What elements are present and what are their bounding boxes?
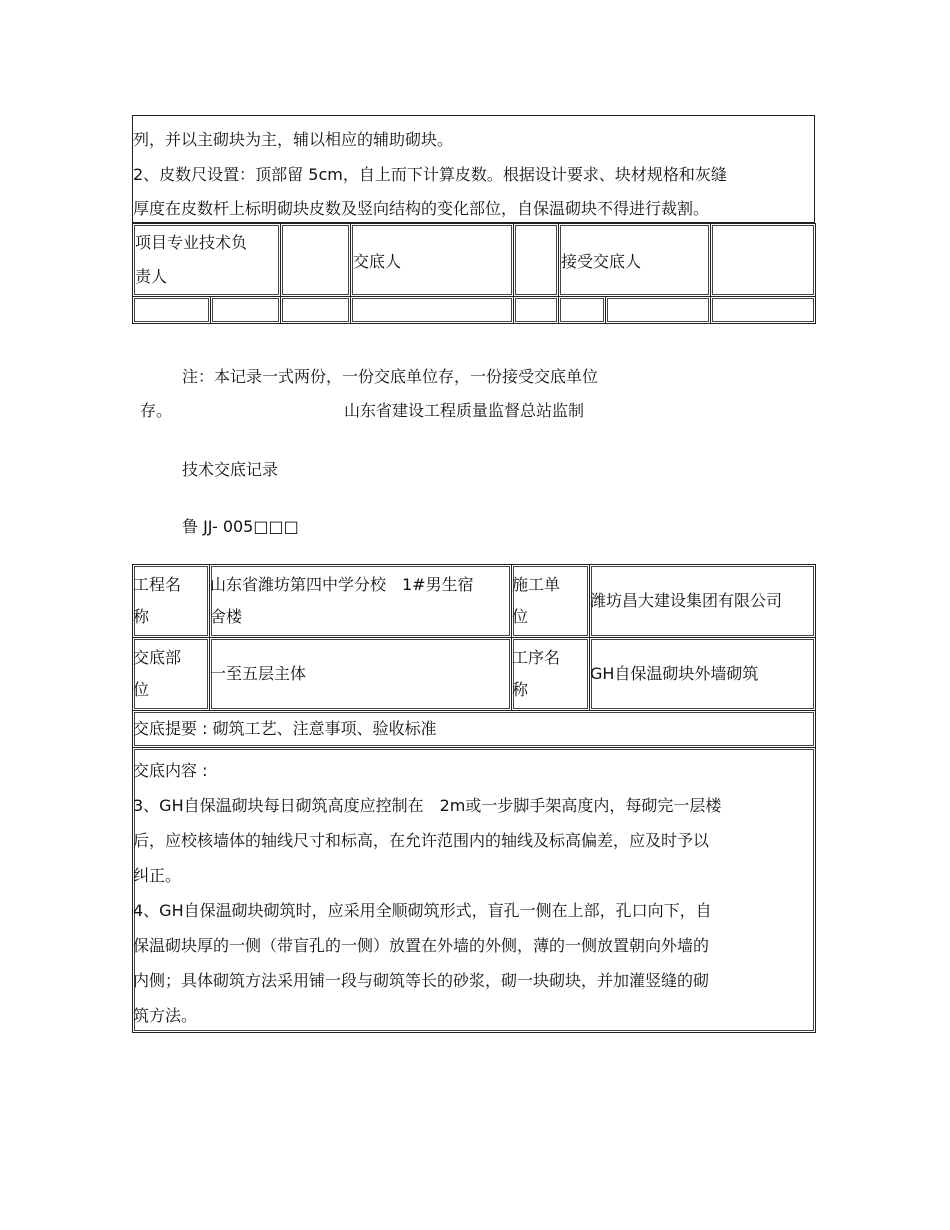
blank-cell [211, 297, 281, 324]
project-name-label: 工程名 称 [133, 565, 210, 638]
tech-lead-signature [281, 224, 351, 297]
contractor-value: 潍坊昌大建设集团有限公司 [590, 565, 816, 638]
receiver-label: 接受交底人 [559, 224, 711, 297]
note-line: 注：本记录一式两份，一份交底单位存，一份接受交底单位 [182, 367, 599, 386]
blank-cell [351, 297, 514, 324]
receiver-signature [711, 224, 816, 297]
blank-cell [711, 297, 816, 324]
content-line: 3、GH自保温砌块每日砌筑高度应控制在 2m或一步脚手架高度内，每砌完一层楼 [133, 796, 722, 815]
contractor-label: 施工单 位 [512, 565, 590, 638]
content-line: 厚度在皮数杆上标明砌块皮数及竖向结构的变化部位，自保温砌块不得进行裁割。 [133, 199, 710, 218]
handover-person-label: 交底人 [351, 224, 514, 297]
content-line: 列，并以主砌块为主，辅以相应的辅助砌块。 [133, 130, 454, 149]
process-value: GH自保温砌块外墙砌筑 [590, 638, 816, 711]
handover-person-signature [514, 224, 559, 297]
location-value: 一至五层主体 [210, 638, 512, 711]
content-line: 纠正。 [133, 866, 182, 885]
content-line: 内侧；具体砌筑方法采用铺一段与砌筑等长的砂浆，砌一块砌块，并加灌竖缝的砌 [133, 971, 710, 990]
content-line: 4、GH自保温砌块砌筑时，应采用全顺砌筑形式，盲孔一侧在上部，孔口向下，自 [133, 901, 712, 920]
supervisor-text: 山东省建设工程质量监督总站监制 [344, 401, 585, 420]
tech-lead-label-cell [133, 224, 281, 297]
location-label: 交底部 位 [133, 638, 210, 711]
content-line: 保温砌块厚的一侧（带盲孔的一侧）放置在外墙的外侧，薄的一侧放置朝向外墙的 [133, 936, 710, 955]
note-line: 存。 [140, 401, 173, 420]
blank-cell [559, 297, 606, 324]
blank-cell [281, 297, 351, 324]
tech-lead-label: 责人 [135, 267, 168, 286]
blank-cell [514, 297, 559, 324]
process-label: 工序名 称 [512, 638, 590, 711]
content-title: 交底内容 : [133, 761, 208, 780]
blank-cell [133, 297, 211, 324]
summary: 交底提要 : 砌筑工艺、注意事项、验收标准 [133, 711, 816, 748]
signature-table [132, 223, 816, 324]
content-line: 筑方法。 [133, 1006, 198, 1025]
content-line: 后，应校核墙体的轴线尺寸和标高，在允许范围内的轴线及标高偏差，应及时予以 [133, 831, 710, 850]
form-code: 鲁 JJ- 005□□□ [182, 517, 299, 536]
handover-form-table [132, 564, 816, 1033]
blank-cell [606, 297, 711, 324]
content-line: 2、皮数尺设置：顶部留 5cm，自上而下计算皮数。根据设计要求、块材规格和灰缝 [133, 165, 727, 184]
project-name-value: 山东省潍坊第四中学分校 1#男生宿 舍楼 [210, 565, 512, 638]
content-cell [133, 748, 816, 1033]
form-title: 技术交底记录 [182, 460, 279, 479]
tech-lead-label: 项目专业技术负 [135, 233, 248, 252]
previous-content-box [132, 115, 815, 223]
